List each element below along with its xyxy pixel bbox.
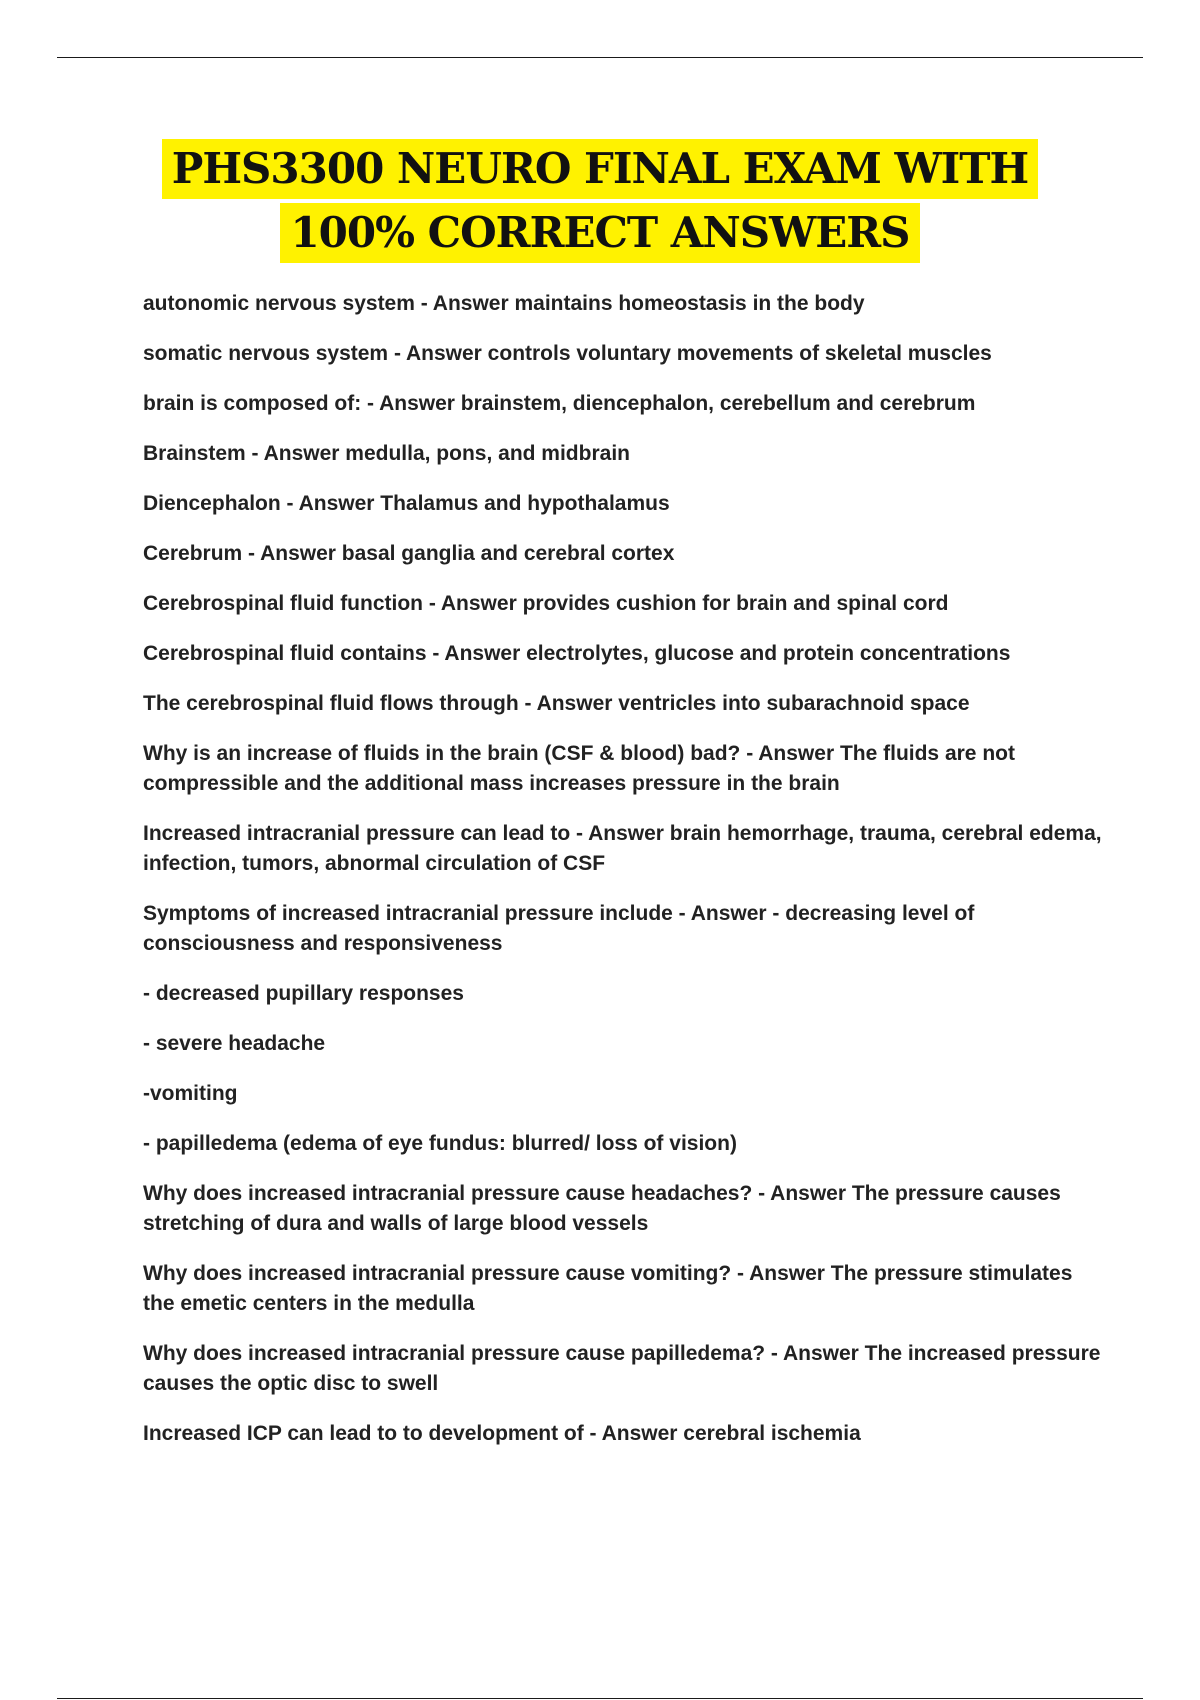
qa-entry: Increased intracranial pressure can lead to - Answer brain hemorrhage, trauma, cerebral edema, infection, tumors, abnormal circulation of CSF [143,822,1102,875]
symptom-item: -vomiting [143,1082,238,1105]
qa-entry: Increased ICP can lead to to development of - Answer cerebral ischemia [143,1422,861,1445]
symptom-item: - decreased pupillary responses [143,982,464,1005]
qa-entry: Symptoms of increased intracranial pressure include - Answer - decreasing level of consciousness and responsiveness [143,902,975,955]
qa-entry: Diencephalon - Answer Thalamus and hypothalamus [143,492,670,515]
qa-entry: Brainstem - Answer medulla, pons, and midbrain [143,442,630,465]
qa-entry: Why does increased intracranial pressure cause papilledema? - Answer The increased pressure causes the optic disc to swell [143,1342,1101,1395]
qa-entry: Cerebrum - Answer basal ganglia and cerebral cortex [143,542,675,565]
qa-entry: The cerebrospinal fluid flows through - Answer ventricles into subarachnoid space [143,692,970,715]
qa-entry: brain is composed of: - Answer brainstem, diencephalon, cerebellum and cerebrum [143,392,976,415]
document-title [0,139,1200,267]
qa-entry: Cerebrospinal fluid function - Answer provides cushion for brain and spinal cord [143,592,949,615]
qa-entry: Why does increased intracranial pressure cause headaches? - Answer The pressure causes stretching of dura and walls of large blood vessels [143,1182,1061,1235]
bottom-rule [57,1698,1143,1699]
top-rule [57,57,1143,58]
title-line-2: 100% CORRECT ANSWERS [280,203,919,263]
qa-entry: somatic nervous system - Answer controls voluntary movements of skeletal muscles [143,342,992,365]
qa-entry: Cerebrospinal fluid contains - Answer electrolytes, glucose and protein concentrations [143,642,1011,665]
symptom-item: - severe headache [143,1032,326,1055]
qa-entry: autonomic nervous system - Answer maintains homeostasis in the body [143,292,865,315]
qa-entry: Why is an increase of fluids in the brain (CSF & blood) bad? - Answer The fluids are not compressible and the additional mass increases pressure in the brain [143,742,1015,795]
qa-entry: Why does increased intracranial pressure cause vomiting? - Answer The pressure stimulates the emetic centers in the medulla [143,1262,1073,1315]
title-line-1: PHS3300 NEURO FINAL EXAM WITH [162,139,1038,199]
symptom-item: - papilledema (edema of eye fundus: blurred/ loss of vision) [143,1132,737,1155]
qa-list [143,289,1103,1469]
